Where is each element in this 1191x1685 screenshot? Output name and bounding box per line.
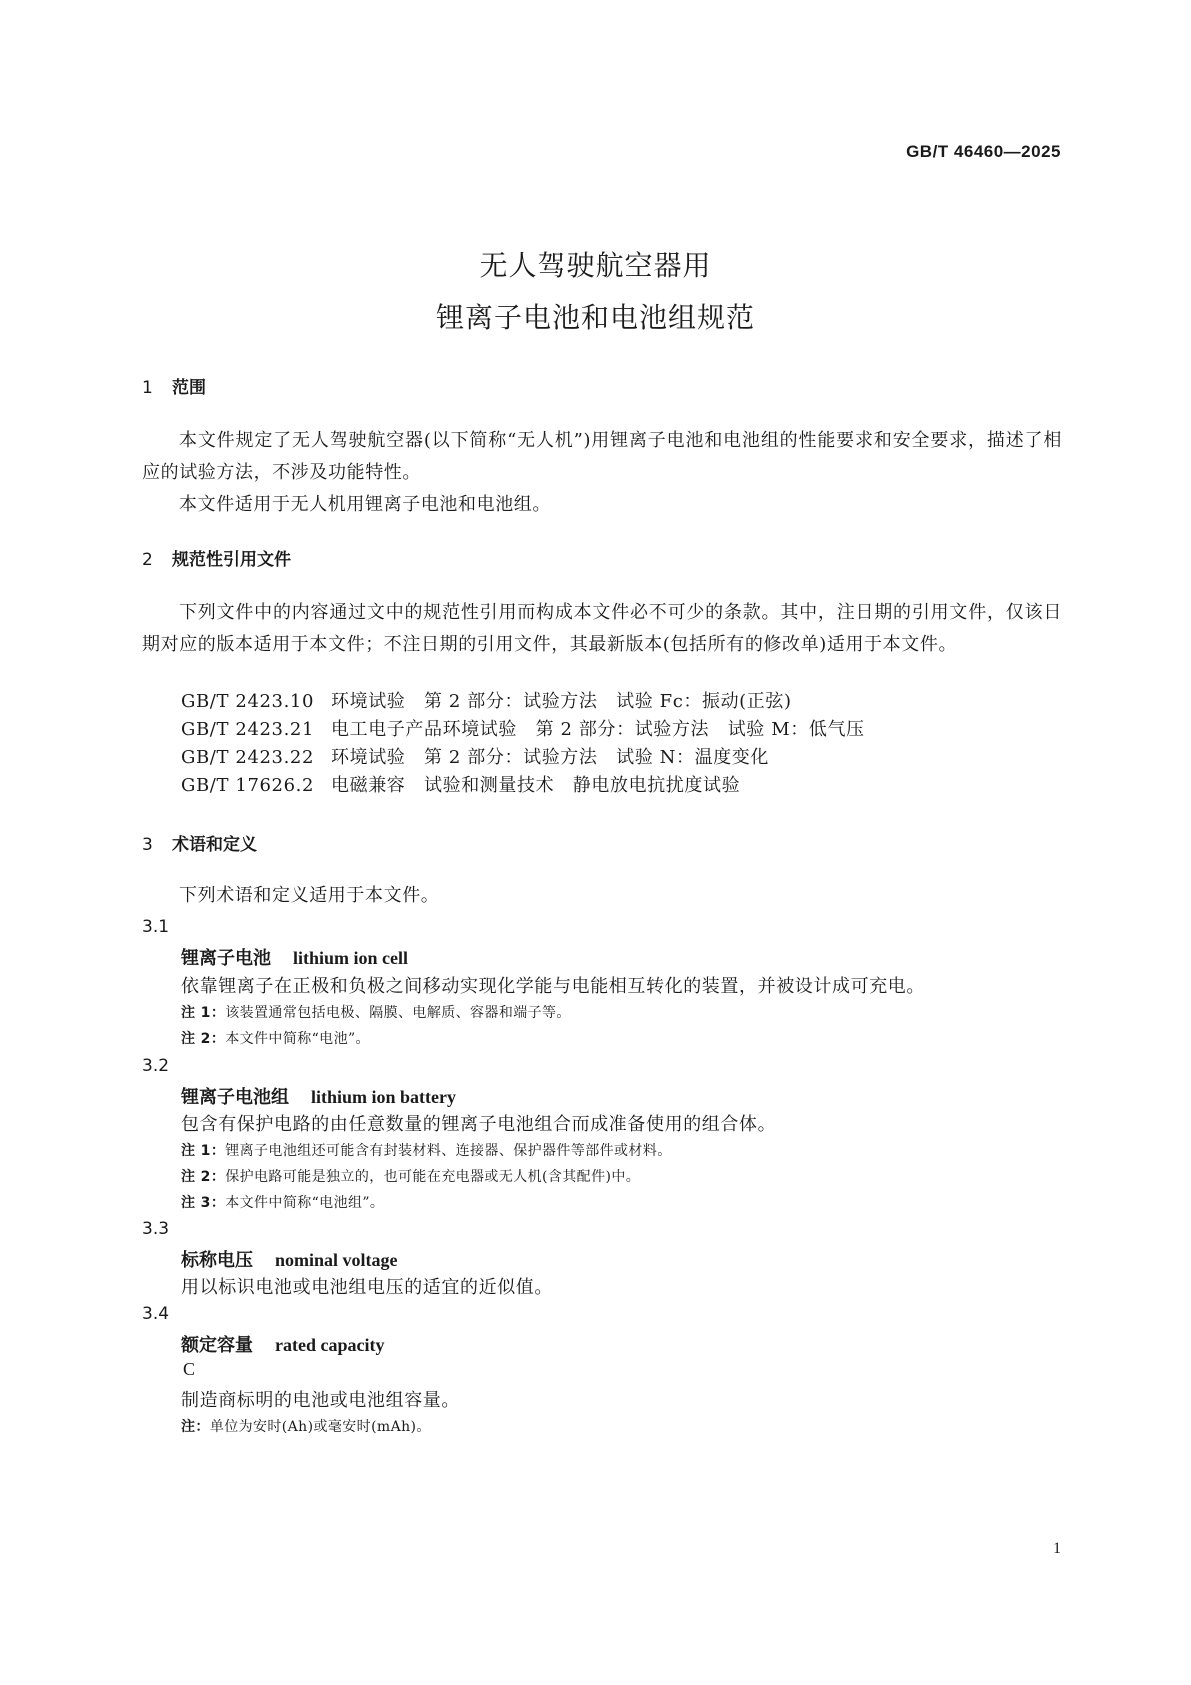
terms-intro-paragraph: 下列术语和定义适用于本文件。	[179, 885, 440, 906]
note-text: 该装置通常包括电极、隔膜、电解质、容器和端子等。	[225, 1005, 571, 1021]
term-note	[181, 1192, 384, 1212]
reference-item	[181, 743, 769, 769]
reference-title: 电工电子产品环境试验 第 2 部分：试验方法 试验 M：低气压	[331, 719, 865, 740]
reference-code: GB/T 17626.2	[181, 775, 315, 796]
term-note	[181, 1166, 640, 1186]
note-text: 保护电路可能是独立的，也可能在充电器或无人机(含其配件)中。	[225, 1169, 641, 1185]
term-zh: 锂离子电池	[181, 948, 271, 969]
term-number: 3.2	[142, 1056, 170, 1076]
term-note	[181, 1028, 370, 1048]
note-label: 注 3：	[181, 1195, 226, 1211]
document-title-line2: 锂离子电池和电池组规范	[435, 301, 755, 334]
reference-title: 环境试验 第 2 部分：试验方法 试验 N：温度变化	[331, 747, 769, 768]
term-heading	[181, 1246, 398, 1272]
reference-title: 环境试验 第 2 部分：试验方法 试验 Fc：振动(正弦)	[331, 691, 792, 712]
term-number: 3.1	[142, 917, 170, 937]
note-label: 注 1：	[181, 1143, 226, 1159]
reference-item	[181, 771, 740, 797]
reference-title: 电磁兼容 试验和测量技术 静电放电抗扰度试验	[331, 775, 741, 796]
note-text: 锂离子电池组还可能含有封装材料、连接器、保护器件等部件或材料。	[225, 1143, 672, 1159]
document-title-line1: 无人驾驶航空器用	[479, 249, 712, 282]
note-text: 单位为安时(Ah)或毫安时(mAh)。	[209, 1419, 431, 1435]
note-text: 本文件中简称“电池”。	[225, 1031, 370, 1047]
term-definition: 依靠锂离子在正极和负极之间移动实现化学能与电能相互转化的装置，并被设计成可充电。	[181, 976, 925, 997]
note-label: 注 1：	[181, 1005, 226, 1021]
section-title: 范围	[172, 378, 206, 398]
scope-paragraph-1: 本文件规定了无人驾驶航空器(以下简称“无人机”)用锂离子电池和电池组的性能要求和安全要求，描述了相应的试验方法，不涉及功能特性。	[142, 430, 1062, 483]
term-note	[181, 1416, 431, 1436]
term-zh: 额定容量	[181, 1335, 253, 1356]
term-number: 3.4	[142, 1304, 170, 1324]
section-heading-scope	[142, 373, 206, 398]
term-zh: 锂离子电池组	[181, 1087, 289, 1108]
term-heading	[181, 944, 408, 970]
term-zh: 标称电压	[181, 1250, 253, 1271]
reference-item	[181, 687, 792, 713]
term-definition: 包含有保护电路的由任意数量的锂离子电池组合而成准备使用的组合体。	[181, 1114, 777, 1135]
term-note	[181, 1002, 571, 1022]
term-en: lithium ion cell	[293, 948, 409, 968]
term-note	[181, 1140, 672, 1160]
term-number: 3.3	[142, 1219, 170, 1239]
note-label: 注 2：	[181, 1031, 226, 1047]
term-symbol: C	[183, 1359, 196, 1379]
term-en: lithium ion battery	[311, 1087, 457, 1107]
note-text: 本文件中简称“电池组”。	[225, 1195, 385, 1211]
term-definition: 用以标识电池或电池组电压的适宜的近似值。	[181, 1277, 553, 1298]
term-en: nominal voltage	[275, 1250, 398, 1270]
section-heading-normative-references	[142, 545, 291, 570]
section-number: 1	[142, 378, 153, 398]
term-en: rated capacity	[275, 1335, 385, 1355]
note-label: 注 2：	[181, 1169, 226, 1185]
term-definition: 制造商标明的电池或电池组容量。	[181, 1390, 460, 1411]
reference-item	[181, 715, 865, 741]
term-heading	[181, 1083, 456, 1109]
section-title: 术语和定义	[172, 835, 257, 855]
page-number: 1	[1053, 1540, 1061, 1557]
reference-code: GB/T 2423.21	[181, 719, 315, 740]
section-number: 3	[142, 835, 153, 855]
references-intro-paragraph: 下列文件中的内容通过文中的规范性引用而构成本文件必不可少的条款。其中，注日期的引用文件，仅该日期对应的版本适用于本文件；不注日期的引用文件，其最新版本(包括所有的修改单)适用于本文件。	[142, 602, 1062, 655]
term-heading	[181, 1331, 384, 1357]
standard-number: GB/T 46460—2025	[906, 142, 1061, 161]
reference-code: GB/T 2423.22	[181, 747, 315, 768]
scope-paragraph-2: 本文件适用于无人机用锂离子电池和电池组。	[179, 494, 551, 515]
section-title: 规范性引用文件	[172, 550, 291, 570]
reference-code: GB/T 2423.10	[181, 691, 315, 712]
note-label: 注：	[181, 1419, 210, 1435]
section-heading-terms-definitions	[142, 830, 257, 855]
section-number: 2	[142, 550, 153, 570]
